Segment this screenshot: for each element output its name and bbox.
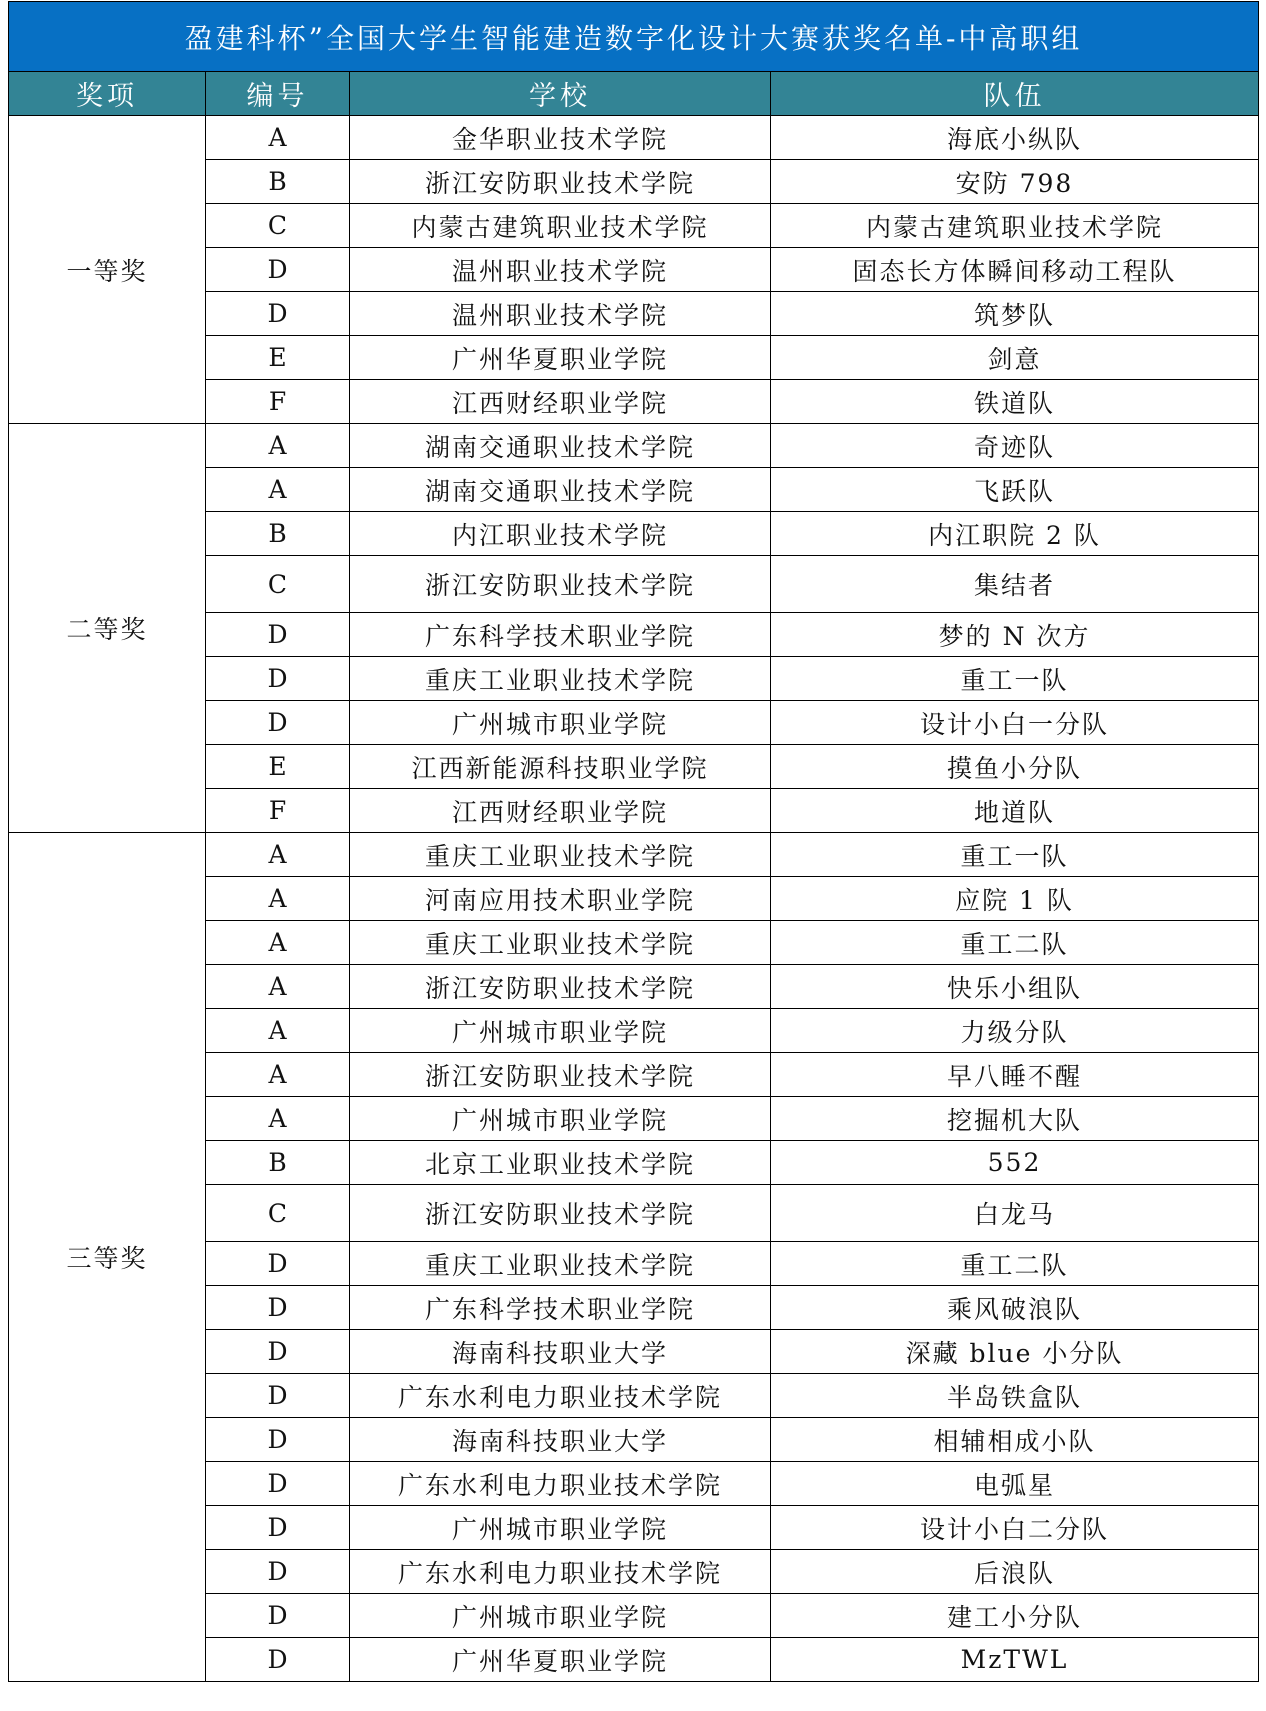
code-cell: A <box>206 1053 350 1097</box>
team-cell: 电弧星 <box>771 1462 1259 1506</box>
team-cell: 筑梦队 <box>771 292 1259 336</box>
team-cell: 飞跃队 <box>771 468 1259 512</box>
team-cell: 重工二队 <box>771 921 1259 965</box>
team-cell: 深藏 blue 小分队 <box>771 1330 1259 1374</box>
team-cell: 552 <box>771 1141 1259 1185</box>
team-cell: 重工二队 <box>771 1242 1259 1286</box>
award-list-sheet <box>8 1 1258 1682</box>
school-cell: 海南科技职业大学 <box>350 1330 771 1374</box>
school-cell: 广州城市职业学院 <box>350 701 771 745</box>
team-cell: 地道队 <box>771 789 1259 833</box>
school-cell: 江西财经职业学院 <box>350 789 771 833</box>
school-cell: 浙江安防职业技术学院 <box>350 556 771 613</box>
code-cell: C <box>206 204 350 248</box>
school-cell: 温州职业技术学院 <box>350 248 771 292</box>
code-cell: D <box>206 1286 350 1330</box>
code-cell: E <box>206 336 350 380</box>
school-cell: 广东水利电力职业技术学院 <box>350 1462 771 1506</box>
header-team: 队伍 <box>771 72 1259 116</box>
school-cell: 浙江安防职业技术学院 <box>350 1053 771 1097</box>
team-cell: 半岛铁盒队 <box>771 1374 1259 1418</box>
school-cell: 重庆工业职业技术学院 <box>350 921 771 965</box>
code-cell: A <box>206 833 350 877</box>
code-cell: D <box>206 248 350 292</box>
school-cell: 湖南交通职业技术学院 <box>350 468 771 512</box>
team-cell: 应院 1 队 <box>771 877 1259 921</box>
school-cell: 河南应用技术职业学院 <box>350 877 771 921</box>
team-cell: 相辅相成小队 <box>771 1418 1259 1462</box>
award-level-cell: 一等奖 <box>9 116 206 424</box>
school-cell: 浙江安防职业技术学院 <box>350 160 771 204</box>
table-row <box>9 424 1259 468</box>
team-cell: 梦的 N 次方 <box>771 613 1259 657</box>
code-cell: D <box>206 1418 350 1462</box>
code-cell: A <box>206 877 350 921</box>
team-cell: MzTWL <box>771 1638 1259 1682</box>
header-code: 编号 <box>206 72 350 116</box>
team-cell: 集结者 <box>771 556 1259 613</box>
code-cell: F <box>206 789 350 833</box>
code-cell: B <box>206 512 350 556</box>
code-cell: A <box>206 1097 350 1141</box>
school-cell: 广东水利电力职业技术学院 <box>350 1374 771 1418</box>
code-cell: D <box>206 613 350 657</box>
school-cell: 广州华夏职业学院 <box>350 336 771 380</box>
school-cell: 内蒙古建筑职业技术学院 <box>350 204 771 248</box>
table-body <box>9 116 1259 1682</box>
team-cell: 海底小纵队 <box>771 116 1259 160</box>
school-cell: 广东水利电力职业技术学院 <box>350 1550 771 1594</box>
team-cell: 内江职院 2 队 <box>771 512 1259 556</box>
table-row <box>9 116 1259 160</box>
school-cell: 广东科学技术职业学院 <box>350 613 771 657</box>
school-cell: 重庆工业职业技术学院 <box>350 833 771 877</box>
team-cell: 白龙马 <box>771 1185 1259 1242</box>
team-cell: 挖掘机大队 <box>771 1097 1259 1141</box>
team-cell: 乘风破浪队 <box>771 1286 1259 1330</box>
code-cell: F <box>206 380 350 424</box>
team-cell: 固态长方体瞬间移动工程队 <box>771 248 1259 292</box>
code-cell: D <box>206 701 350 745</box>
code-cell: D <box>206 1242 350 1286</box>
school-cell: 金华职业技术学院 <box>350 116 771 160</box>
team-cell: 力级分队 <box>771 1009 1259 1053</box>
code-cell: D <box>206 1594 350 1638</box>
school-cell: 北京工业职业技术学院 <box>350 1141 771 1185</box>
school-cell: 广州城市职业学院 <box>350 1009 771 1053</box>
team-cell: 铁道队 <box>771 380 1259 424</box>
code-cell: C <box>206 556 350 613</box>
school-cell: 广州城市职业学院 <box>350 1594 771 1638</box>
award-table <box>8 1 1259 1682</box>
team-cell: 安防 798 <box>771 160 1259 204</box>
award-level-cell: 二等奖 <box>9 424 206 833</box>
team-cell: 后浪队 <box>771 1550 1259 1594</box>
code-cell: A <box>206 116 350 160</box>
school-cell: 湖南交通职业技术学院 <box>350 424 771 468</box>
code-cell: D <box>206 1330 350 1374</box>
team-cell: 摸鱼小分队 <box>771 745 1259 789</box>
award-level-cell: 三等奖 <box>9 833 206 1682</box>
table-title: 盈建科杯”全国大学生智能建造数字化设计大赛获奖名单-中高职组 <box>9 2 1259 72</box>
team-cell: 剑意 <box>771 336 1259 380</box>
code-cell: A <box>206 921 350 965</box>
school-cell: 内江职业技术学院 <box>350 512 771 556</box>
team-cell: 设计小白二分队 <box>771 1506 1259 1550</box>
team-cell: 快乐小组队 <box>771 965 1259 1009</box>
header-school: 学校 <box>350 72 771 116</box>
team-cell: 早八睡不醒 <box>771 1053 1259 1097</box>
school-cell: 广州华夏职业学院 <box>350 1638 771 1682</box>
code-cell: D <box>206 657 350 701</box>
school-cell: 广州城市职业学院 <box>350 1506 771 1550</box>
team-cell: 设计小白一分队 <box>771 701 1259 745</box>
header-award: 奖项 <box>9 72 206 116</box>
school-cell: 广东科学技术职业学院 <box>350 1286 771 1330</box>
school-cell: 温州职业技术学院 <box>350 292 771 336</box>
team-cell: 重工一队 <box>771 833 1259 877</box>
code-cell: D <box>206 1550 350 1594</box>
school-cell: 广州城市职业学院 <box>350 1097 771 1141</box>
code-cell: D <box>206 1374 350 1418</box>
code-cell: E <box>206 745 350 789</box>
code-cell: B <box>206 160 350 204</box>
table-row <box>9 833 1259 877</box>
team-cell: 奇迹队 <box>771 424 1259 468</box>
school-cell: 重庆工业职业技术学院 <box>350 657 771 701</box>
code-cell: A <box>206 468 350 512</box>
team-cell: 建工小分队 <box>771 1594 1259 1638</box>
school-cell: 江西财经职业学院 <box>350 380 771 424</box>
school-cell: 浙江安防职业技术学院 <box>350 965 771 1009</box>
code-cell: A <box>206 965 350 1009</box>
code-cell: C <box>206 1185 350 1242</box>
code-cell: A <box>206 424 350 468</box>
school-cell: 海南科技职业大学 <box>350 1418 771 1462</box>
code-cell: D <box>206 1462 350 1506</box>
code-cell: B <box>206 1141 350 1185</box>
school-cell: 浙江安防职业技术学院 <box>350 1185 771 1242</box>
school-cell: 江西新能源科技职业学院 <box>350 745 771 789</box>
team-cell: 重工一队 <box>771 657 1259 701</box>
team-cell: 内蒙古建筑职业技术学院 <box>771 204 1259 248</box>
code-cell: D <box>206 292 350 336</box>
school-cell: 重庆工业职业技术学院 <box>350 1242 771 1286</box>
code-cell: D <box>206 1506 350 1550</box>
code-cell: A <box>206 1009 350 1053</box>
code-cell: D <box>206 1638 350 1682</box>
